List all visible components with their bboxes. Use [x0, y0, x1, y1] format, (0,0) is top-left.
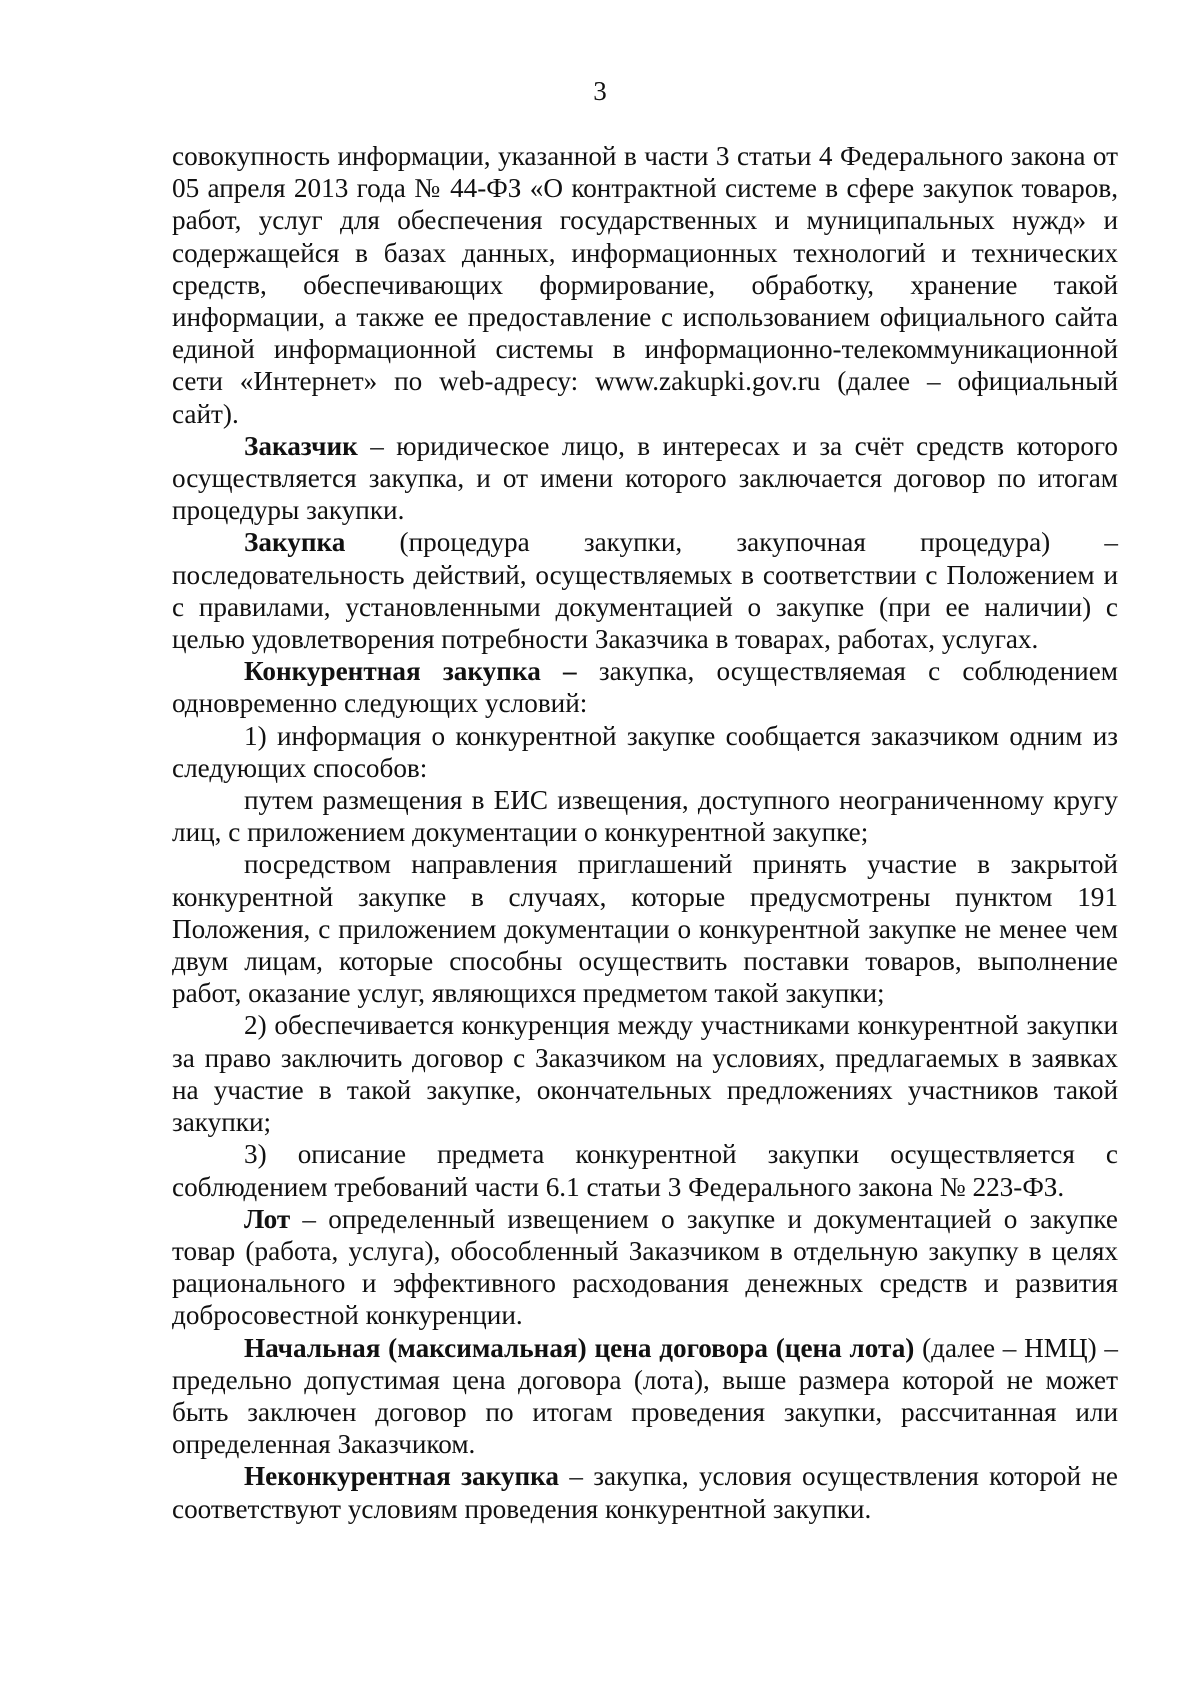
method-invitations	[172, 848, 1118, 1009]
condition-2	[172, 1009, 1118, 1138]
condition-1	[172, 720, 1118, 784]
method-public-notice	[172, 784, 1118, 848]
definition-text: – закупка, условия осуществления которой не соответствуют условиям проведения конкурентной закупки.	[172, 1461, 1118, 1524]
definition-text: (далее – НМЦ) – предельно допустимая цена договора (лота), выше размера которой не может быть заключен договор по итогам проведения закупки, рассчитанная или определенная Заказчиком.	[172, 1332, 1118, 1460]
paragraph-text: путем размещения в ЕИС извещения, доступного неограниченному кругу лиц, с приложением документации о конкурентной закупке;	[172, 785, 1118, 848]
term-lot: Лот	[244, 1203, 291, 1234]
definition-text: (процедура закупки, закупочная процедура) – последовательность действий, осуществляемых в соответствии с Положением и с правилами, установленными документацией о закупке (при ее наличии) с целью удовлетворения потребности Заказчика в товарах, работах, услугах.	[172, 527, 1118, 655]
paragraph-text: посредством направления приглашений принять участие в закрытой конкурентной закупке в случаях, которые предусмотрены пунктом 191 Положения, с приложением документации о конкурентной закупке не менее чем двум лицам, которые способны осуществить поставки товаров, выполнение работ, оказание услуг, являющихся предметом такой закупки;	[172, 849, 1118, 1009]
definition-text: закупка, осуществляемая с соблюдением одновременно следующих условий:	[172, 656, 1118, 719]
term-initial-max-price: Начальная (максимальная) цена договора (цена лота)	[244, 1332, 915, 1363]
definition-initial-max-price	[172, 1332, 1118, 1461]
paragraph-text: совокупность информации, указанной в части 3 статьи 4 Федерального закона от 05 апреля 2013 года № 44-ФЗ «О контрактной системе в сфере закупок товаров, работ, услуг для обеспечения государственных и муниципальных нужд» и содержащейся в базах данных, информационных технологий и технических средств, обеспечивающих формирование, обработку, хранение такой информации, а также ее предоставление с использованием официального сайта единой информационной системы в информационно-телекоммуникационной сети «Интернет» по web-адресу: www.zakupki.gov.ru (далее – официальный сайт).	[172, 141, 1118, 429]
definition-procurement	[172, 526, 1118, 655]
paragraph-text: 1) информация о конкурентной закупке сообщается заказчиком одним из следующих способов:	[172, 720, 1118, 783]
definition-competitive-procurement	[172, 655, 1118, 719]
definition-text: – юридическое лицо, в интересах и за счёт средств которого осуществляется закупка, и от имени которого заключается договор по итогам процедуры закупки.	[172, 430, 1118, 526]
definition-lot	[172, 1203, 1118, 1332]
definition-non-competitive-procurement	[172, 1460, 1118, 1524]
term-customer: Заказчик	[244, 430, 358, 461]
paragraph-continuation	[172, 140, 1118, 430]
paragraph-text: 3) описание предмета конкурентной закупки осуществляется с соблюдением требований части 6.1 статьи 3 Федерального закона № 223-ФЗ.	[172, 1139, 1118, 1202]
body-text	[172, 140, 1118, 1525]
page-number: 3	[593, 76, 607, 106]
term-non-competitive-procurement: Неконкурентная закупка	[244, 1461, 560, 1492]
term-procurement: Закупка	[244, 527, 346, 558]
condition-3	[172, 1138, 1118, 1202]
paragraph-text: 2) обеспечивается конкуренция между участниками конкурентной закупки за право заключить договор с Заказчиком на условиях, предлагаемых в заявках на участие в такой закупке, окончательных предложениях участников такой закупки;	[172, 1010, 1118, 1138]
definition-text: – определенный извещением о закупке и документацией о закупке товар (работа, услуга), обособленный Заказчиком в отдельную закупку в целях рационального и эффективного расходования денежных средств и развития добросовестной конкуренции.	[172, 1203, 1118, 1331]
term-competitive-procurement: Конкурентная закупка –	[244, 656, 577, 687]
definition-customer	[172, 430, 1118, 527]
